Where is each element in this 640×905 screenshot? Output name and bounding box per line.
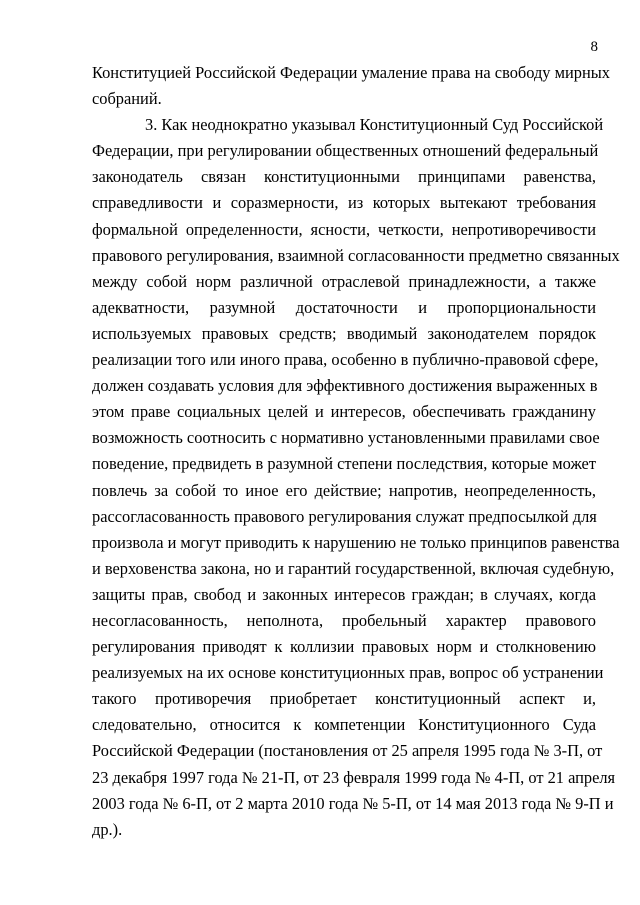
text-line: формальной определенности, ясности, четкости, непротиворечивости (92, 219, 596, 239)
text-line: реализации того или иного права, особенно в публично-правовой сфере, (92, 350, 599, 370)
text-line: поведение, предвидеть в разумной степени последствия, которые может (92, 454, 596, 474)
text-line: Федерации, при регулировании общественных отношений федеральный (92, 141, 599, 161)
page-number: 8 (590, 39, 598, 55)
text-line: несогласованность, неполнота, пробельный характер правового (92, 610, 596, 630)
text-line: Российской Федерации (постановления от 25 апреля 1995 года № 3-П, от (92, 741, 603, 761)
text-line: должен создавать условия для эффективного достижения выраженных в (92, 376, 598, 396)
text-line: Конституцией Российской Федерации умаление права на свободу мирных (92, 63, 610, 82)
text-line: законодатель связан конституционными принципами равенства, (92, 167, 596, 187)
text-line: правового регулирования, взаимной согласованности предметно связанных (92, 245, 620, 265)
text-line: 23 декабря 1997 года № 21-П, от 23 февраля 1999 года № 4-П, от 21 апреля (92, 767, 616, 787)
text-line: др.). (92, 819, 123, 839)
text-line: этом праве социальных целей и интересов, обеспечивать гражданину (92, 402, 596, 422)
body-text (92, 60, 620, 843)
text-line: адекватности, разумной достаточности и пропорциональности (92, 297, 596, 317)
text-line: собраний. (92, 89, 162, 109)
text-line: между собой норм различной отраслевой принадлежности, а также (92, 271, 596, 291)
text-line: следовательно, относится к компетенции Конституционного Суда (92, 715, 596, 735)
text-line: 2003 года № 6-П, от 2 марта 2010 года № 5-П, от 14 мая 2013 года № 9-П и (92, 793, 614, 813)
text-line: такого противоречия приобретает конституционный аспект и, (92, 689, 596, 709)
text-line: возможность соотносить с нормативно установленными правилами свое (92, 428, 600, 448)
paragraph-p2 (92, 112, 620, 843)
text-line: произвола и могут приводить к нарушению не только принципов равенства (92, 532, 620, 552)
text-line: используемых правовых средств; вводимый законодателем порядок (92, 323, 596, 343)
text-line: защиты прав, свобод и законных интересов граждан; в случаях, когда (92, 584, 596, 604)
text-line: рассогласованность правового регулирования служат предпосылкой для (92, 506, 597, 526)
text-line: регулирования приводят к коллизии правовых норм и столкновению (92, 637, 596, 657)
text-line: повлечь за собой то иное его действие; напротив, неопределенность, (92, 480, 596, 500)
text-line: и верховенства закона, но и гарантий государственной, включая судебную, (92, 558, 615, 578)
text-line: справедливости и соразмерности, из которых вытекают требования (92, 193, 596, 213)
text-line: 3. Как неоднократно указывал Конституционный Суд Российской (145, 115, 604, 135)
text-line: реализуемых на их основе конституционных прав, вопрос об устранении (92, 663, 604, 683)
paragraph-p1 (92, 60, 610, 112)
